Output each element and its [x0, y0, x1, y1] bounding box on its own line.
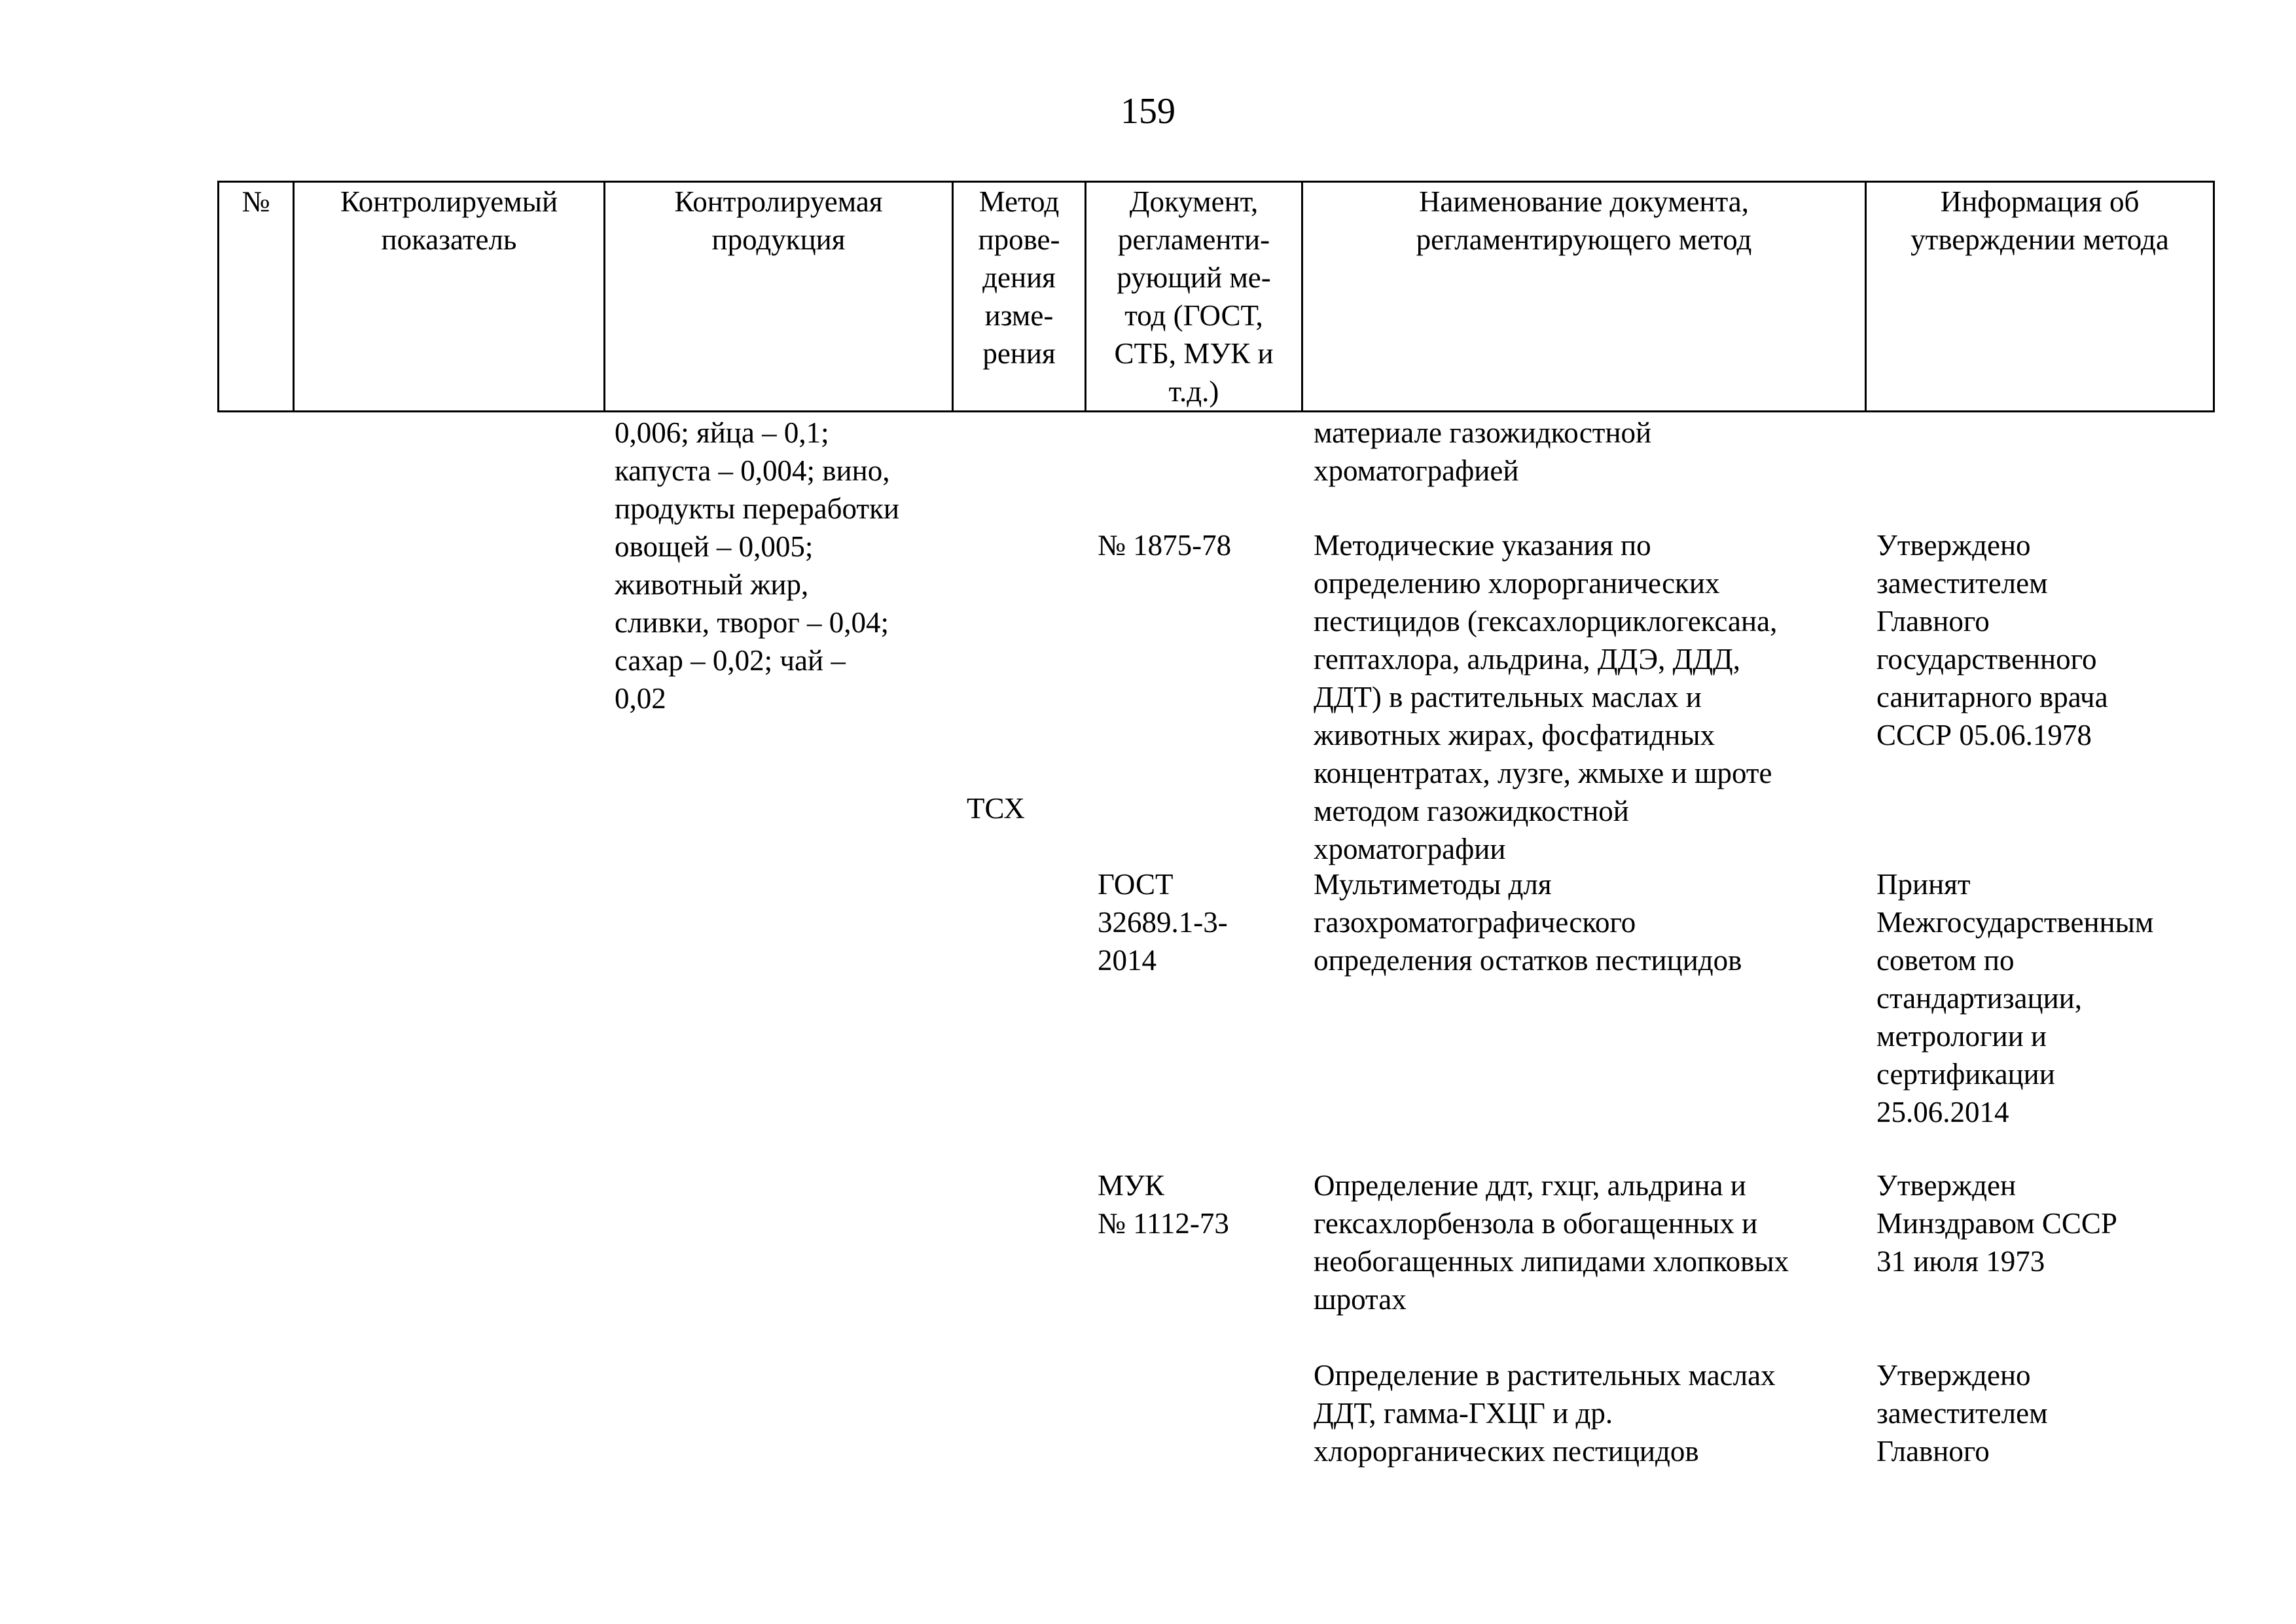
doc-name-continued: материале газожидкостной хроматографией — [1314, 416, 1652, 487]
header-product: Контролируемая продукция — [605, 182, 953, 412]
header-document: Документ, регламенти- рующий ме- тод (ГОСТ, СТБ, МУК и т.д.) — [1086, 182, 1302, 412]
approval-info-1: Утверждено заместителем Главного государственного санитарного врача СССР 05.06.1978 — [1876, 529, 2108, 751]
page-number: 159 — [1121, 91, 1175, 132]
doc-number-3: МУК № 1112-73 — [1098, 1169, 1229, 1240]
doc-number-1: № 1875-78 — [1098, 529, 1232, 562]
approval-info-2: Принят Межгосударственным советом по стандартизации, метрологии и сертификации 25.06.2014 — [1876, 868, 2154, 1128]
doc-number-2: ГОСТ 32689.1-3- 2014 — [1098, 868, 1228, 977]
doc-name-1: Методические указания по определению хлорорганических пестицидов (гексахлорциклогексана, гептахлора, альдрина, ДДЭ, ДДД, ДДТ) в растительных маслах и животных жирах, фосфатидных концентратах, лузге, жмыхе и шроте методом газожидкостной хроматографии — [1314, 529, 1778, 865]
doc-name-3: Определение ддт, гхцг, альдрина и гексахлорбензола в обогащенных и необогащенных липидами хлопковых шротах — [1314, 1169, 1789, 1316]
table-header — [217, 181, 2215, 412]
header-number: № — [219, 182, 294, 412]
doc-name-4: Определение в растительных маслах ДДТ, гамма-ГХЦГ и др. хлорорганических пестицидов — [1314, 1359, 1776, 1468]
header-method: Метод прове- дения изме- рения — [953, 182, 1086, 412]
approval-info-3: Утвержден Минздравом СССР 31 июля 1973 — [1876, 1169, 2117, 1278]
product-residue-limits: 0,006; яйца – 0,1; капуста – 0,004; вино, продукты переработки овощей – 0,005; животный жир, сливки, творог – 0,04; сахар – 0,02; чай – 0,02 — [615, 416, 900, 715]
header-indicator: Контролируемый показатель — [294, 182, 605, 412]
method-cell: ТСХ — [967, 792, 1025, 825]
doc-name-2: Мультиметоды для газохроматографического определения остатков пестицидов — [1314, 868, 1742, 977]
header-document-name: Наименование документа, регламентирующего метод — [1302, 182, 1866, 412]
approval-info-4: Утверждено заместителем Главного — [1876, 1359, 2048, 1468]
header-approval-info: Информация об утверждении метода — [1866, 182, 2214, 412]
